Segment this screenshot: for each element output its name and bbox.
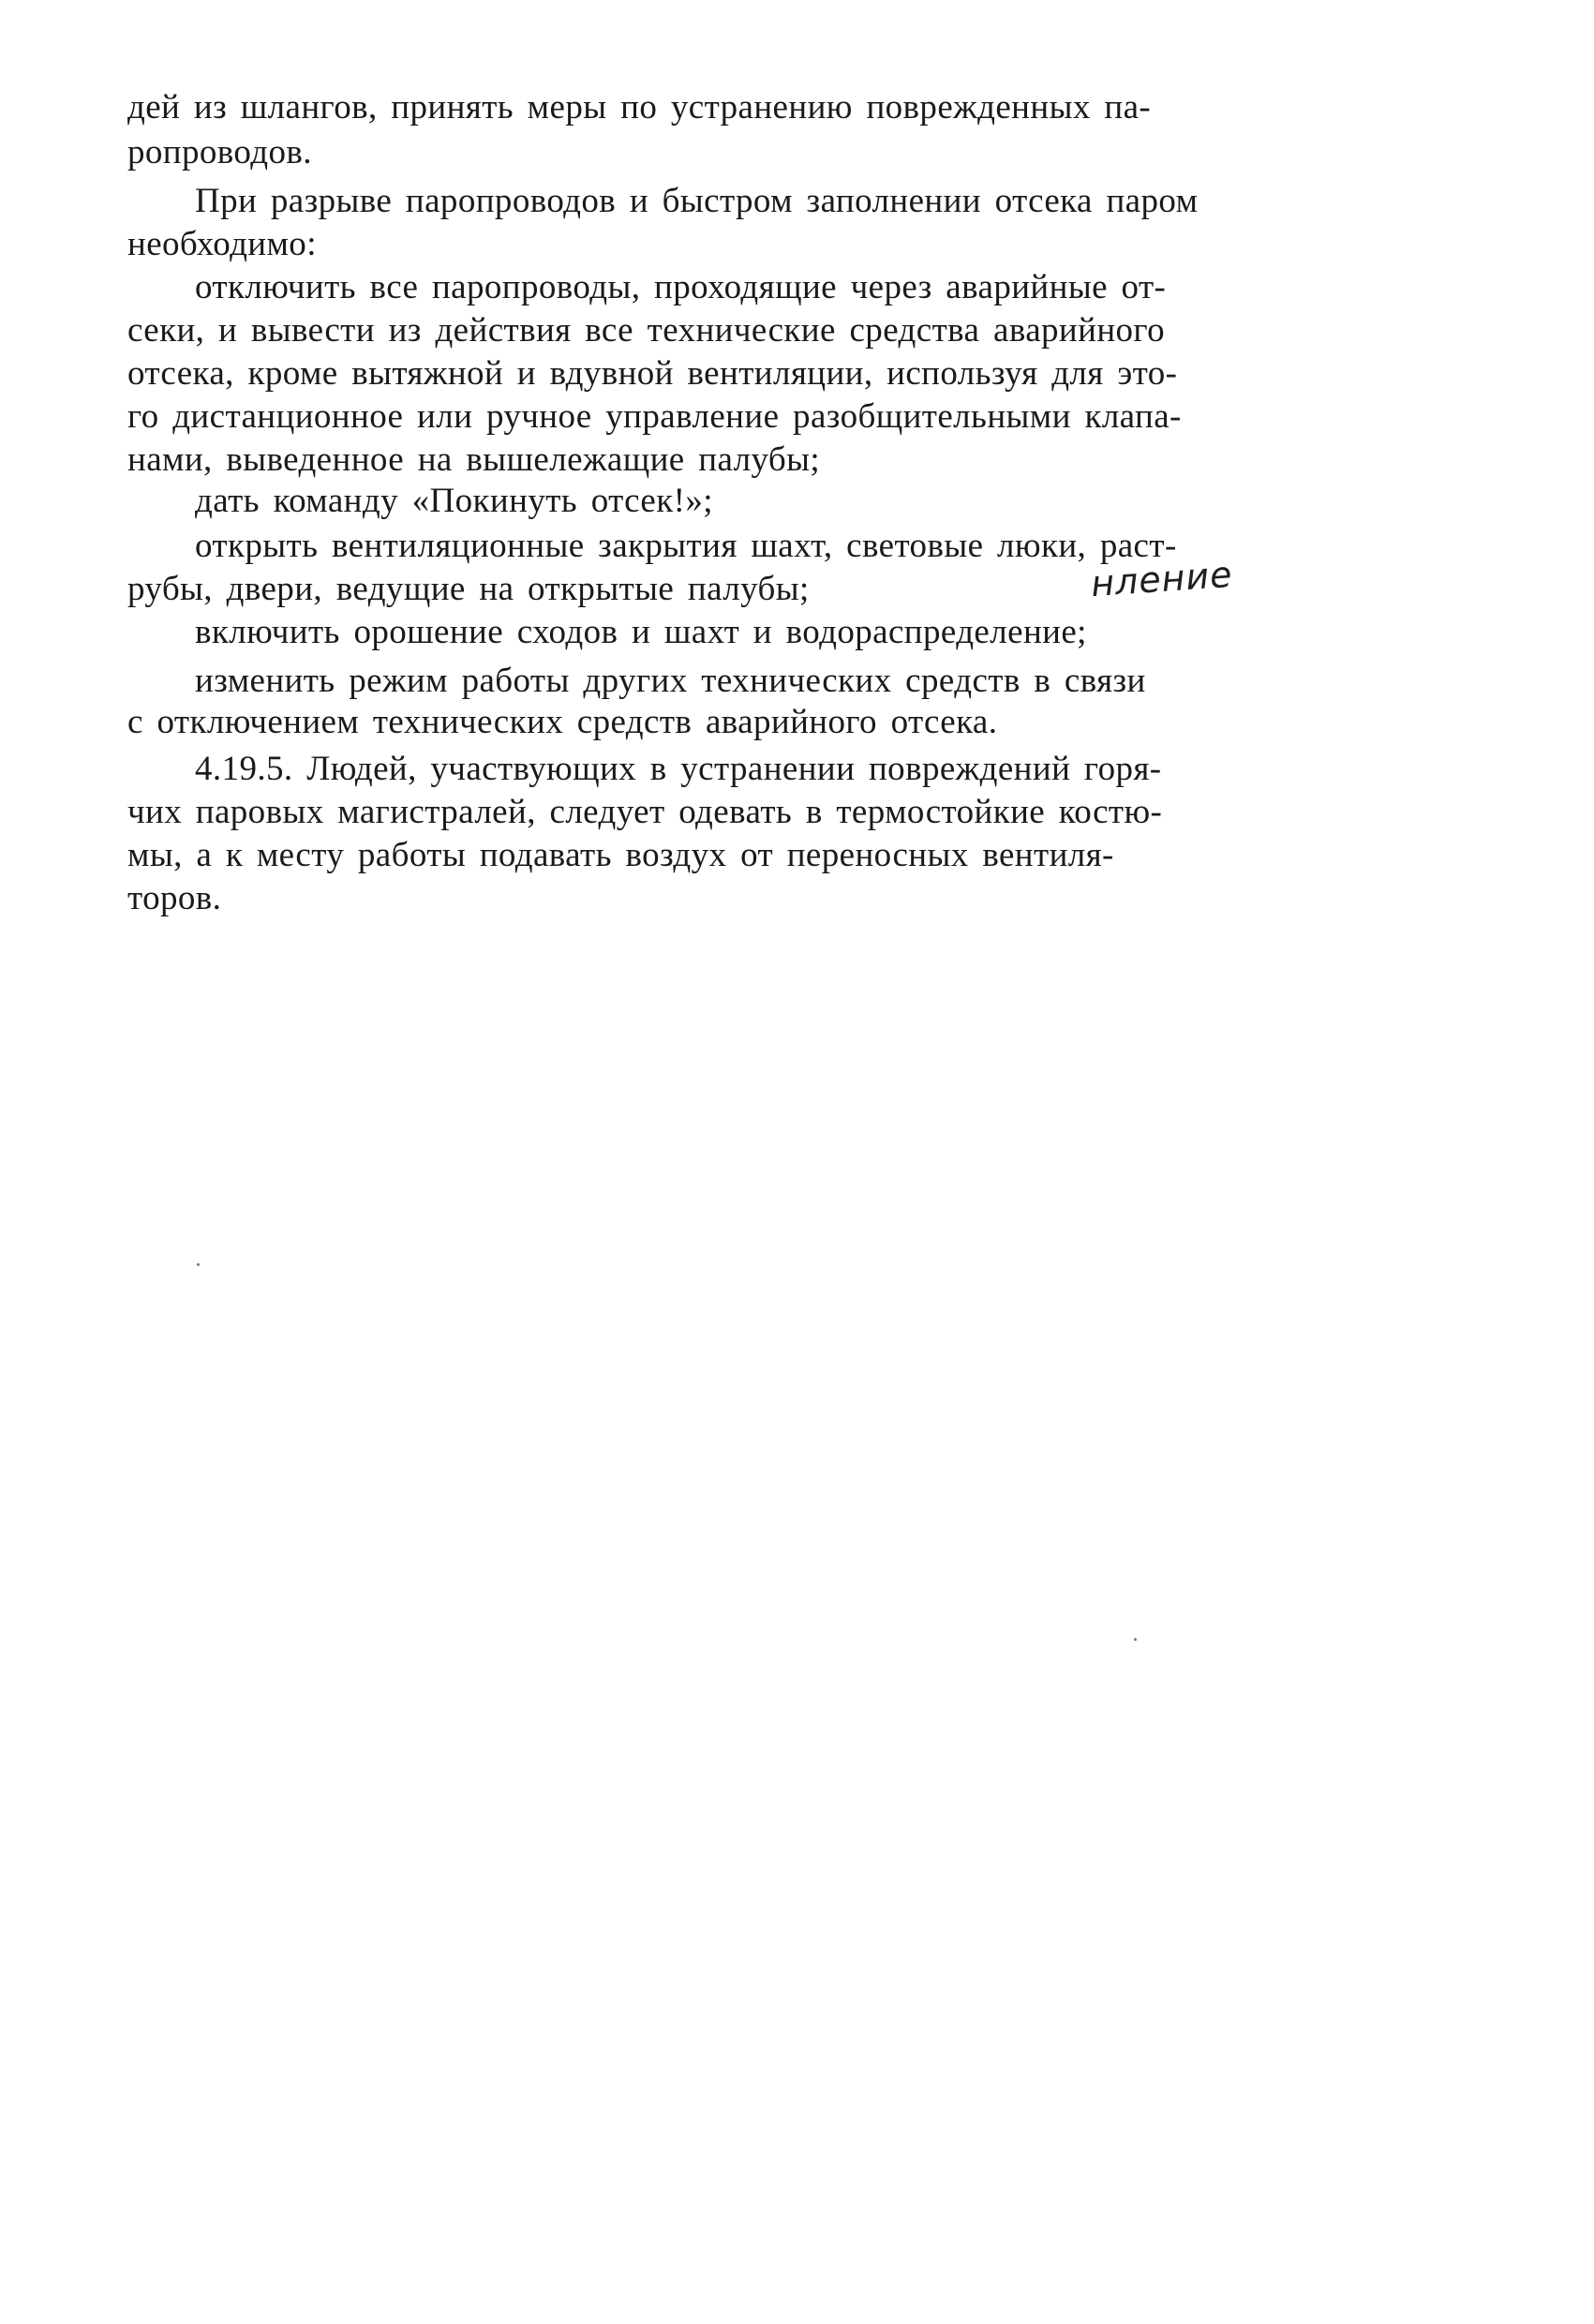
text-line: торов.: [127, 879, 222, 917]
text-line: отключить все паропроводы, проходящие через аварийные от-: [195, 268, 1167, 306]
text-line: дать команду «Покинуть отсек!»;: [195, 482, 713, 520]
scan-speck: [1134, 1638, 1137, 1641]
text-line: го дистанционное или ручное управление разобщительными клапа-: [127, 397, 1182, 436]
text-line: отсека, кроме вытяжной и вдувной вентиляции, используя для это-: [127, 354, 1178, 393]
text-line: дей из шлангов, принять меры по устранению поврежденных па-: [127, 88, 1152, 127]
text-line: нами, выведенное на вышележащие палубы;: [127, 440, 821, 479]
text-line: ропроводов.: [127, 133, 312, 171]
scan-speck: [197, 1263, 200, 1266]
text-line: секи, и вывести из действия все технические средства аварийного: [127, 311, 1165, 350]
text-line: чих паровых магистралей, следует одевать в термостойкие костю-: [127, 793, 1163, 831]
text-line: мы, а к месту работы подавать воздух от переносных вентиля-: [127, 836, 1114, 874]
text-line: При разрыве паропроводов и быстром заполнении отсека паром: [195, 182, 1199, 220]
text-line: включить орошение сходов и шахт и водораспределение;: [195, 613, 1087, 651]
handwritten-correction: нление: [1089, 553, 1234, 605]
text-line: необходимо:: [127, 225, 317, 263]
text-line: 4.19.5. Людей, участвующих в устранении повреждений горя-: [195, 750, 1162, 788]
text-line: открыть вентиляционные закрытия шахт, световые люки, раст-: [195, 527, 1177, 565]
text-line: рубы, двери, ведущие на открытые палубы;: [127, 570, 810, 608]
text-line: с отключением технических средств аварийного отсека.: [127, 703, 998, 741]
text-line: изменить режим работы других технических средств в связи: [195, 662, 1146, 700]
